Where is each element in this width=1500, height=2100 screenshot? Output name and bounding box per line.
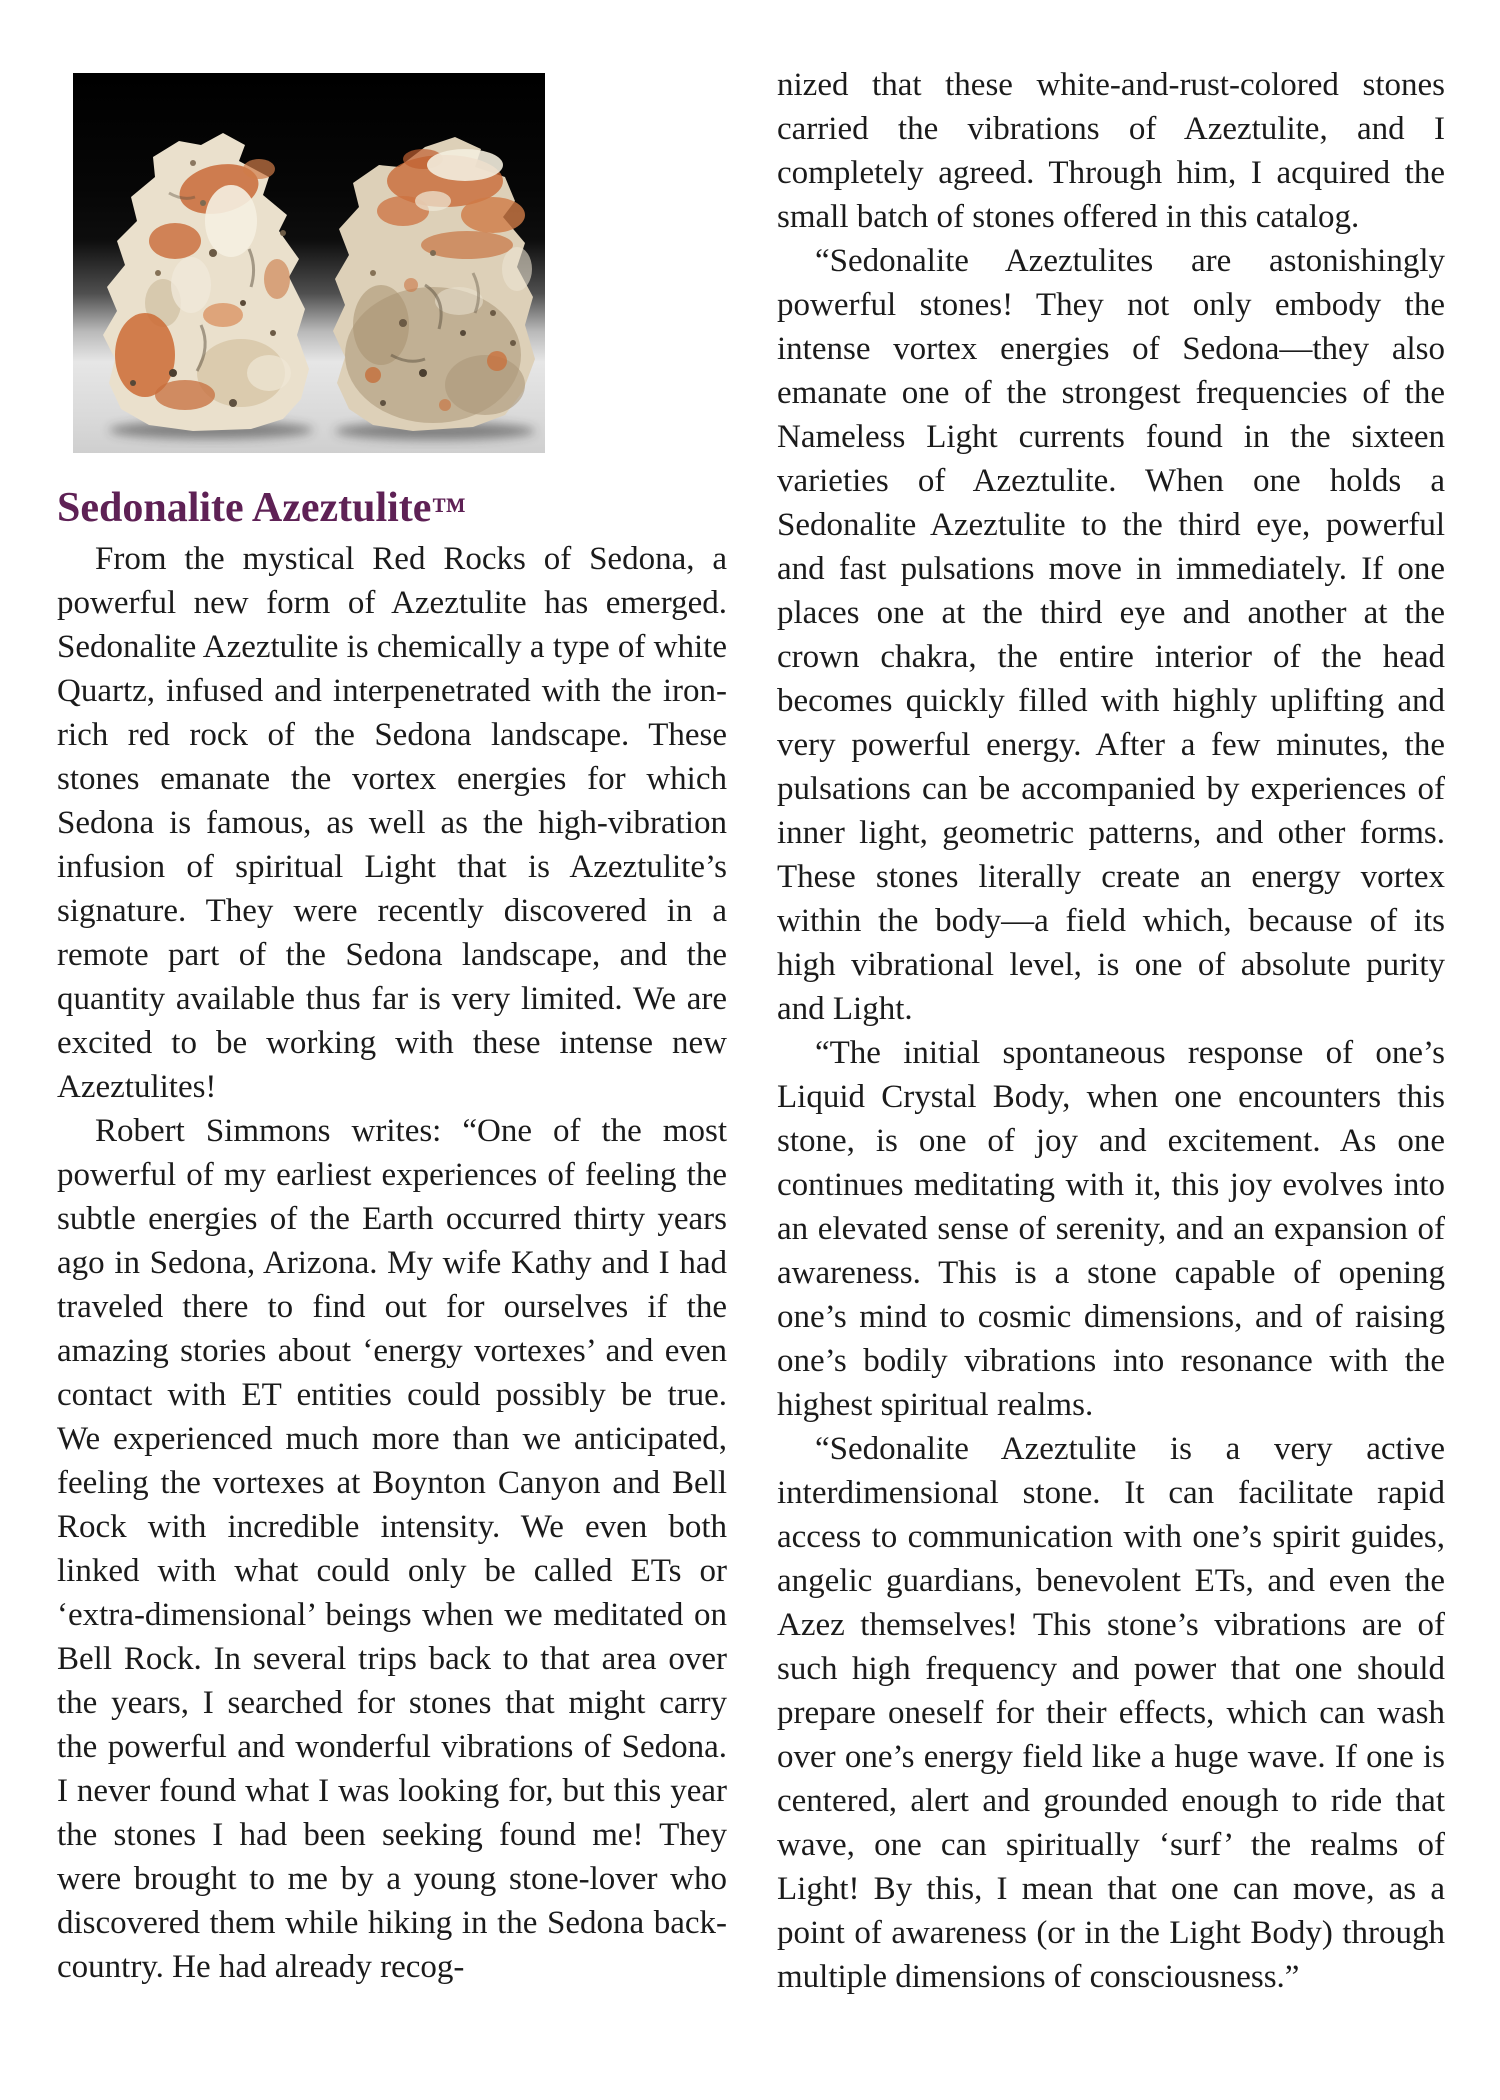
stones-photo [73, 73, 545, 453]
page-title [57, 485, 727, 531]
trademark-symbol: ™ [431, 491, 466, 529]
stones-image [73, 73, 545, 453]
stone-left [103, 133, 309, 431]
stone-right [333, 137, 535, 431]
left-column [57, 60, 727, 1989]
right-column [777, 63, 1445, 1999]
body-paragraph: nized that these white-and-rust-colored stones carried the vibrations of Azeztulite, and I completely agreed. Through him, I acquired the small batch of stones offered in this catalog. [777, 67, 1445, 235]
body-paragraph: “Sedonalite Azeztulite is a very active interdimensional stone. It can facilitate rapid access to communication with one’s spirit guides, angelic guardians, benevolent ETs, and even the Azez themselves! This stone’s vibrations are of such high frequency and power that one should prepare oneself for their effects, which can wash over one’s energy field like a huge wave. If one is centered, alert and grounded enough to ride that wave, one can spiritually ‘surf’ the realms of Light! By this, I mean that one can move, as a point of awareness (or in the Light Body) through multiple dimensions of consciousness.” [777, 1431, 1445, 1995]
body-paragraph: Robert Simmons writes: “One of the most powerful of my earliest experiences of feeling the subtle energies of the Earth occurred thirty years ago in Sedona, Arizona. My wife Kathy and I had traveled there to find out for ourselves if the amazing stories about ‘energy vortexes’ and even contact with ET entities could possibly be true. We experienced much more than we anticipated, feeling the vortexes at Boynton Canyon and Bell Rock with incredible intensity. We even both linked with what could only be called ETs or ‘extra-dimensional’ beings when we meditated on Bell Rock. In several trips back to that area over the years, I searched for stones that might carry the powerful and wonderful vibrations of Sedona. I never found what I was looking for, but this year the stones I had been seeking found me! They were brought to me by a young stone-lover who discovered them while hiking in the Sedona back-country. He had already recog- [57, 1113, 727, 1986]
page-title-text: Sedonalite Azeztulite [57, 485, 432, 531]
body-paragraph: From the mystical Red Rocks of Sedona, a powerful new form of Azeztulite has emerged. Sedonalite Azeztulite is chemically a type of white Quartz, infused and interpenetrated with the iron-rich red rock of the Sedona landscape. These stones emanate the vortex energies for which Sedona is famous, as well as the high-vibration infusion of spiritual Light that is Azeztulite’s signature. They were recently discovered in a remote part of the Sedona landscape, and the quantity available thus far is very limited. We are excited to be working with these intense new Azeztulites! [57, 541, 727, 1106]
body-paragraph: “The initial spontaneous response of one’s Liquid Crystal Body, when one encounters this stone, is one of joy and excitement. As one continues meditating with it, this joy evolves into an elevated sense of serenity, and an expansion of awareness. This is a stone capable of opening one’s mind to cosmic dimensions, and of raising one’s bodily vibrations into resonance with the highest spiritual realms. [777, 1035, 1445, 1423]
body-paragraph: “Sedonalite Azeztulites are astonishingly powerful stones! They not only embody the intense vortex energies of Sedona—they also emanate one of the strongest frequencies of the Nameless Light currents found in the sixteen varieties of Azeztulite. When one holds a Sedonalite Azeztulite to the third eye, powerful and fast pulsations move in immediately. If one places one at the third eye and another at the crown chakra, the entire interior of the head becomes quickly filled with highly uplifting and very powerful energy. After a few minutes, the pulsations can be accompanied by experiences of inner light, geometric patterns, and other forms. These stones literally create an energy vortex within the body—a field which, because of its high vibrational level, is one of absolute purity and Light. [777, 243, 1445, 1027]
